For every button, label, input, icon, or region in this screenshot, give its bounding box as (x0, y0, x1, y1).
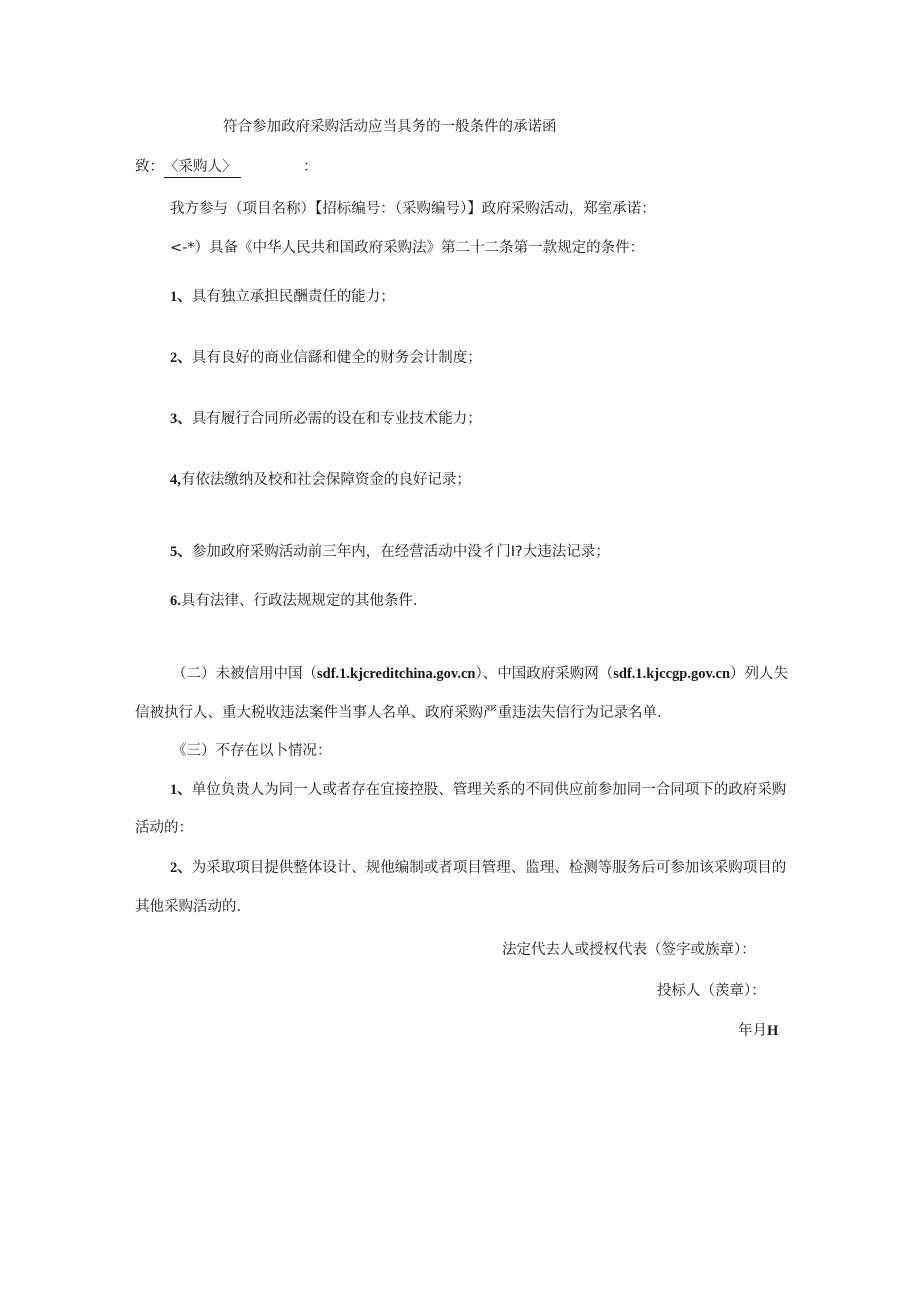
condition-text: 具有法律、行政法规规定的其他条件. (180, 593, 418, 609)
condition-number: 4, (170, 472, 181, 488)
section3-number: 2、 (170, 860, 192, 876)
section3-item-continuation: 其他采购活动的. (135, 899, 242, 915)
purchaser-field: 〈采购人〉 (164, 158, 241, 178)
condition-text: 具有良好的商业信繇和健全的财务会计制度； (191, 350, 482, 366)
condition-number: 6. (170, 593, 181, 609)
section2-line2: 信被执行人、重大税收违法案件当事人名单、政府采购严重违法失信行为记录名单. (135, 705, 662, 721)
ccgp-url: sdf.1.kjccgp.gov.cn (613, 666, 731, 682)
condition-number: 2、 (170, 350, 192, 366)
condition-text: 具有履行合同所必需的设在和专业技术能力； (191, 411, 482, 427)
condition-text: 具有独立承担民酬责任的能力； (191, 289, 395, 305)
section3-heading: 《三）不存在以卜情况： (172, 743, 332, 759)
section2-prefix: （二）未被信用中国（ (172, 666, 317, 682)
addressee-colon: ： (303, 159, 318, 175)
condition-item (170, 470, 471, 490)
condition-item (170, 348, 482, 368)
condition-item (170, 409, 482, 429)
condition-text: 参加政府采购活动前三年内，在经营活动中没彳门I?大违法记录； (191, 544, 610, 560)
credit-china-url: sdf.1.kjcreditchina.gov.cn (317, 666, 476, 682)
condition-item (170, 542, 610, 562)
to-label: 致： (135, 159, 164, 175)
condition-number: 3、 (170, 411, 192, 427)
date-label: 年月 (738, 1023, 767, 1039)
condition-number: 1、 (170, 289, 192, 305)
section3-number: 1、 (170, 782, 192, 798)
date-line (738, 1021, 778, 1041)
bidder-seal-label: 投标人（羡章）： (657, 983, 766, 999)
condition-item (170, 591, 417, 611)
section2-suffix: ）列人失 (730, 666, 789, 682)
legal-rep-signature-label: 法定代去人或授权代表（签字或族章）： (502, 942, 756, 958)
section3-item-line (170, 780, 786, 800)
section3-text: 为采取项目提供整体设计、规他编制或者项目管理、监理、检测等服务后可参加该采购项目的 (191, 860, 787, 876)
section2-line1 (172, 664, 788, 684)
intro-paragraph: 我方参与（项目名称）【招标编号：（采购编号）】政府采购活动，郑室承诺： (170, 201, 656, 217)
section3-item-line (170, 858, 786, 878)
condition-item (170, 287, 395, 307)
condition-number: 5、 (170, 544, 192, 560)
addressee-row (135, 157, 318, 178)
section3-text: 单位负贵人为同一人或者存在宜接控股、管理关系的不同供应前参加同一合同项下的政府采购 (191, 782, 787, 798)
page-title: 符合参加政府采购活动应当具务的一般条件的承诺函 (223, 119, 557, 135)
condition-text: 有依法缴纳及校和社会保障资金的良好记录； (180, 472, 471, 488)
section2-middle: ）、中国政府采购网（ (475, 666, 614, 682)
section1-heading: <-*）具备《中华人民共和国政府采购法》第二十二条第一款规定的条件： (170, 240, 645, 256)
date-day-glyph: H (767, 1023, 779, 1039)
section3-item-continuation: 活动的： (135, 820, 193, 836)
